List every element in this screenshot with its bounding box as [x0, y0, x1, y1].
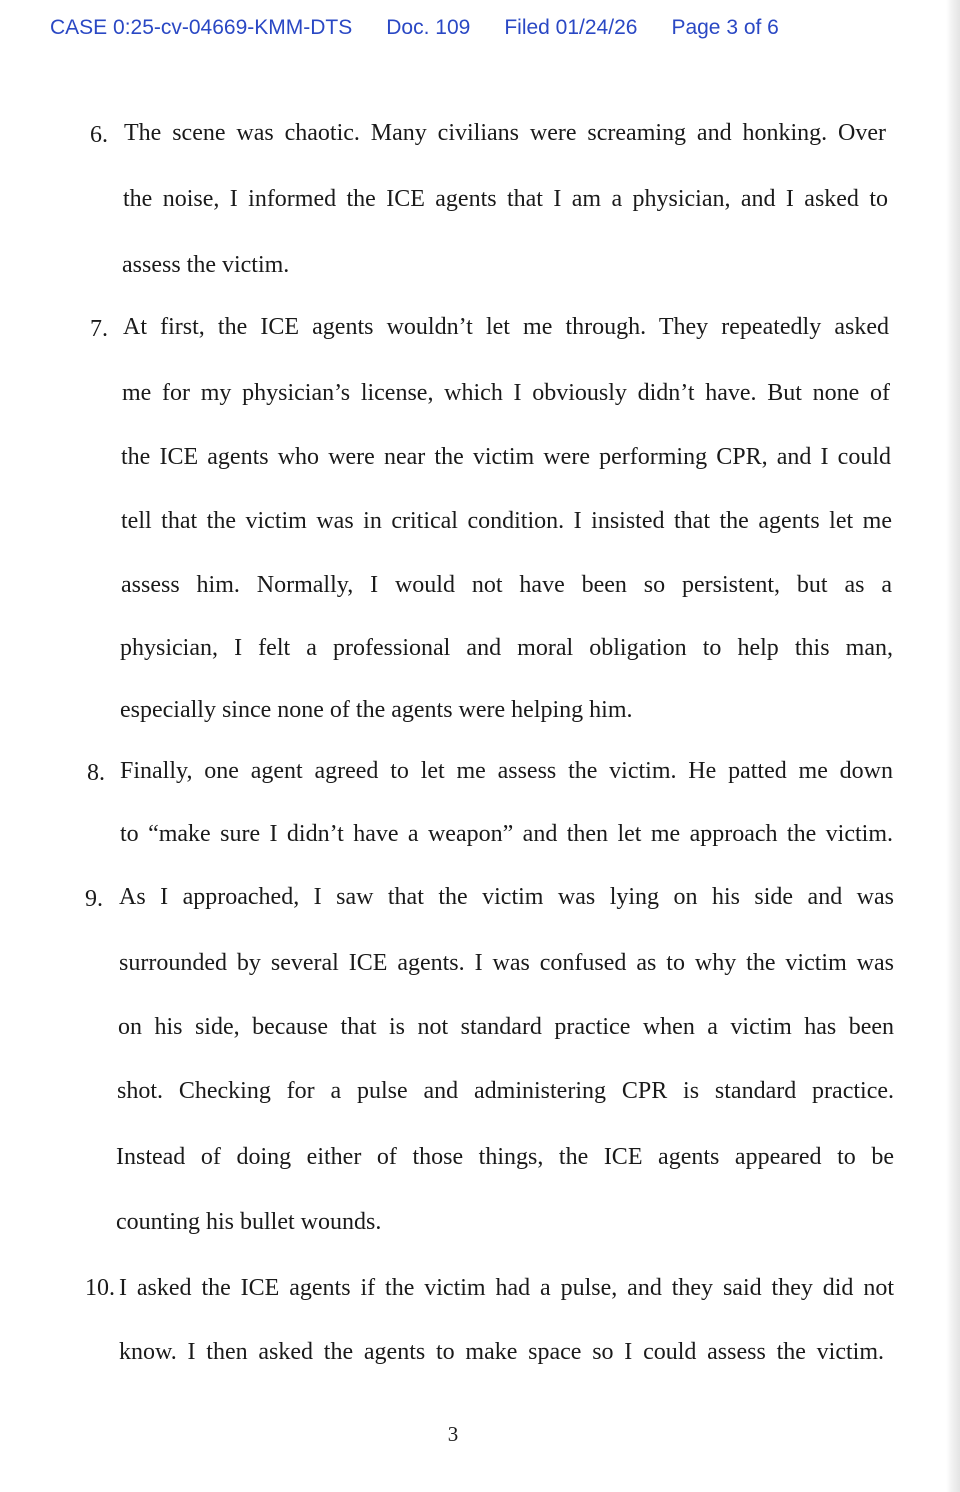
paragraph-line: At first, the ICE agents wouldn’t let me through. They repeatedly asked — [123, 314, 889, 340]
page-edge-shadow — [946, 0, 960, 1492]
paragraph-line: the ICE agents who were near the victim were performing CPR, and I could — [121, 444, 891, 470]
case-number: CASE 0:25-cv-04669-KMM-DTS — [50, 16, 353, 39]
paragraph-number: 9. — [85, 886, 103, 912]
paragraph-line: especially since none of the agents were helping him. — [120, 697, 633, 723]
paragraph-line: As I approached, I saw that the victim was lying on his side and was — [119, 884, 894, 910]
paragraph-line: Finally, one agent agreed to let me assess the victim. He patted me down — [120, 758, 893, 784]
paragraph-number: 6. — [90, 122, 108, 148]
filed-date: Filed 01/24/26 — [504, 16, 638, 39]
page-indicator: Page 3 of 6 — [671, 16, 779, 39]
case-header — [50, 14, 779, 42]
paragraph-line: know. I then asked the agents to make space so I could assess the victim. — [119, 1339, 884, 1365]
paragraph-line: shot. Checking for a pulse and administering CPR is standard practice. — [117, 1078, 894, 1104]
document-number: Doc. 109 — [386, 16, 471, 39]
paragraph-line: on his side, because that is not standard practice when a victim has been — [118, 1014, 894, 1040]
paragraph-line: Instead of doing either of those things, the ICE agents appeared to be — [116, 1144, 894, 1170]
paragraph-line: The scene was chaotic. Many civilians were screaming and honking. Over — [124, 120, 886, 146]
paragraph-line: assess him. Normally, I would not have been so persistent, but as a — [121, 572, 892, 598]
paragraph-number: 10. — [85, 1275, 115, 1301]
paragraph-line: surrounded by several ICE agents. I was confused as to why the victim was — [119, 950, 894, 976]
paragraph-line: the noise, I informed the ICE agents that I am a physician, and I asked to — [123, 186, 888, 212]
paragraph-number: 8. — [87, 760, 105, 786]
paragraph-line: assess the victim. — [122, 252, 290, 278]
paragraph-line: I asked the ICE agents if the victim had a pulse, and they said they did not — [119, 1275, 894, 1301]
paragraph-line: to “make sure I didn’t have a weapon” and then let me approach the victim. — [120, 821, 893, 847]
paragraph-number: 7. — [90, 316, 108, 342]
paragraph-line: tell that the victim was in critical condition. I insisted that the agents let me — [121, 508, 892, 534]
paragraph-line: counting his bullet wounds. — [116, 1209, 382, 1235]
paragraph-line: me for my physician’s license, which I obviously didn’t have. But none of — [122, 380, 890, 406]
page-number: 3 — [447, 1422, 459, 1446]
paragraph-line: physician, I felt a professional and moral obligation to help this man, — [120, 635, 893, 661]
